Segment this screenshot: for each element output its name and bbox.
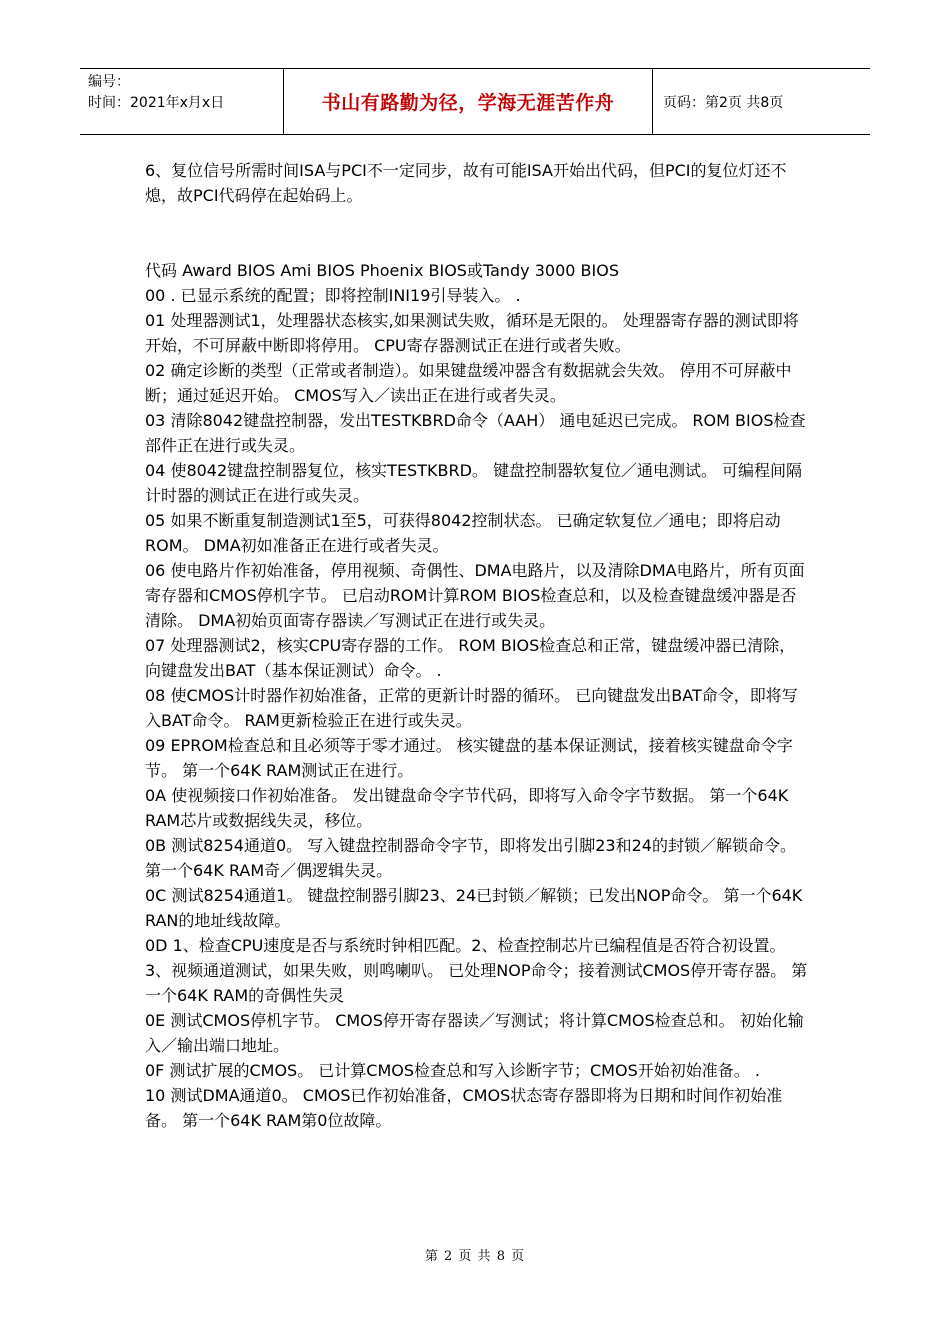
post-code-entry: 02 确定诊断的类型（正常或者制造）。如果键盘缓冲器含有数据就会失效。 停用不可屏蔽中断；通过延迟开始。 CMOS写入／读出正在进行或者失灵。	[145, 361, 792, 405]
post-code-entry: 0A 使视频接口作初始准备。 发出键盘命令字节代码，即将写入命令字节数据。 第一个64K RAM芯片或数据线失灵，移位。	[145, 786, 789, 830]
post-code-entry: 0D 1、检查CPU速度是否与系统时钟相匹配。2、检查控制芯片已编程值是否符合初设置。3、视频通道测试，如果失败，则鸣喇叭。 已处理NOP命令；接着测试CMOS停开寄存器。 第一个64K RAM的奇偶性失灵	[145, 936, 808, 1005]
header-meta	[80, 69, 283, 134]
code-table-header: 代码 Award BIOS Ami BIOS Phoenix BIOS或Tandy 3000 BIOS	[145, 261, 619, 280]
post-code-entry: 04 使8042键盘控制器复位，核实TESTKBRD。 键盘控制器软复位／通电测试。 可编程间隔计时器的测试正在进行或失灵。	[145, 461, 803, 505]
header-page-info: 页码：第2页 共8页	[663, 94, 784, 111]
document-date: 时间：2021年x月x日	[88, 95, 225, 111]
post-code-entry: 06 使电路片作初始准备，停用视频、奇偶性、DMA电路片，以及清除DMA电路片，所有页面寄存器和CMOS停机字节。 已启动ROM计算ROM BIOS检查总和，以及检查键盘缓冲器是否清除。 DMA初始页面寄存器读／写测试正在进行或失灵。	[145, 561, 805, 630]
post-code-entry: 08 使CMOS计时器作初始准备，正常的更新计时器的循环。 已向键盘发出BAT命令，即将写入BAT命令。 RAM更新检验正在进行或失灵。	[145, 686, 798, 730]
post-code-entry: 03 清除8042键盘控制器，发出TESTKBRD命令（AAH） 通电延迟已完成。 ROM BIOS检查部件正在进行或失灵。	[145, 411, 806, 455]
post-code-entry: 07 处理器测试2，核实CPU寄存器的工作。 ROM BIOS检查总和正常，键盘缓冲器已清除，向键盘发出BAT（基本保证测试）命令。 .	[145, 636, 796, 680]
post-code-entry: 05 如果不断重复制造测试1至5，可获得8042控制状态。 已确定软复位／通电；即将启动ROM。 DMA初如准备正在进行或者失灵。	[145, 511, 781, 555]
post-code-entry: 0F 测试扩展的CMOS。 已计算CMOS检查总和写入诊断字节；CMOS开始初始准备。 .	[145, 1061, 760, 1080]
post-code-entry: 0B 测试8254通道0。 写入键盘控制器命令字节，即将发出引脚23和24的封锁／解锁命令。 第一个64K RAM奇／偶逻辑失灵。	[145, 836, 796, 880]
post-code-entry: 0C 测试8254通道1。 键盘控制器引脚23、24已封锁／解锁；已发出NOP命令。 第一个64K RAN的地址线故障。	[145, 886, 803, 930]
page-header	[80, 68, 870, 135]
post-code-entry: 0E 测试CMOS停机字节。 CMOS停开寄存器读／写测试；将计算CMOS检查总和。 初始化输入／输出端口地址。	[145, 1011, 804, 1055]
intro-paragraph: 6、复位信号所需时间ISA与PCI不一定同步，故有可能ISA开始出代码，但PCI的复位灯还不熄，故PCI代码停在起始码上。	[145, 161, 787, 205]
paragraph-gap	[145, 208, 810, 258]
header-motto: 书山有路勤为径，学海无涯苦作舟	[283, 69, 653, 134]
post-code-entry: 01 处理器测试1，处理器状态核实,如果测试失败，循环是无限的。 处理器寄存器的测试即将开始，不可屏蔽中断即将停用。 CPU寄存器测试正在进行或者失败。	[145, 311, 799, 355]
post-code-entry: 09 EPROM检查总和且必须等于零才通过。 核实键盘的基本保证测试，接着核实键盘命令字节。 第一个64K RAM测试正在进行。	[145, 736, 793, 780]
post-code-entry: 00 . 已显示系统的配置；即将控制INI19引导装入。 .	[145, 286, 521, 305]
document-body	[145, 158, 810, 1133]
page-footer: 第 2 页 共 8 页	[424, 1249, 526, 1264]
post-code-entry: 10 测试DMA通道0。 CMOS已作初始准备，CMOS状态寄存器即将为日期和时间作初始准备。 第一个64K RAM第0位故障。	[145, 1086, 783, 1130]
document-number-label: 编号：	[88, 74, 130, 90]
